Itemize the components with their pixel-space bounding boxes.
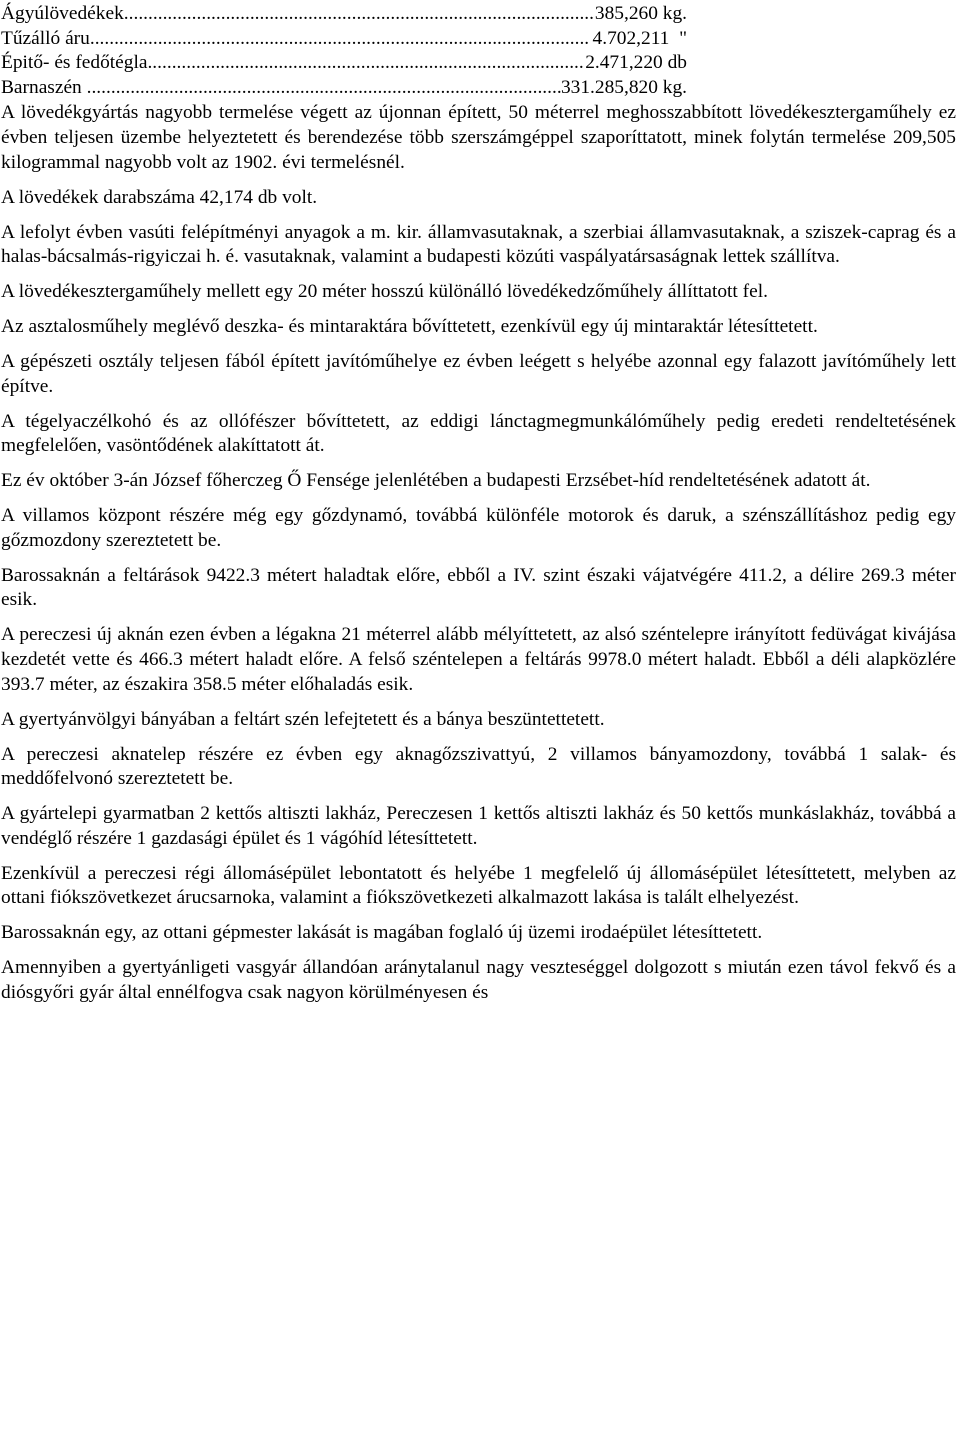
paragraph: Az asztalosműhely meglévő deszka- és mintaraktára bővíttetett, ezenkívül egy új mintaraktár létesíttetett. xyxy=(1,316,818,338)
paragraph: A gépészeti osztály teljesen fából épített javítóműhelye ez évben leégett s helyébe azonnal egy falazott javítóműhely lett építve. xyxy=(1,351,956,397)
paragraph: A lefolyt évben vasúti felépítményi anyagok a m. kir. államvasutaknak, a szerbiai államvasutaknak, a sziszek-caprag és a halas-bácsalmás-rigyiczai h. é. vasutaknak, valamint a budapesti közúti vaspályatársaságnak lettek szállítva. xyxy=(1,221,956,268)
paragraph: A lövedékek darabszáma 42,174 db volt. xyxy=(1,186,318,208)
dot-leader xyxy=(147,51,585,76)
paragraph: A pereczesi új aknán ezen évben a légakna 21 méterrel alább mélyíttetett, az alsó széntelepre irányított fedüvágat kivájása kezdetét vette és 466.3 métert haladt előre. A felső széntelepen a feltárás 9978.0 métert haladt. Ebből a déli alapközlére 393.7 méter, az északira 358.5 méter előhaladás esik. xyxy=(1,624,956,695)
dot-leader xyxy=(124,2,595,27)
inventory-label: Tűzálló áru xyxy=(1,27,90,49)
inventory-label: Barnaszén xyxy=(1,76,87,98)
paragraph: Ezenkívül a pereczesi régi állomásépület lebontatott és helyébe 1 megfelelő új állomásépület létesíttetett, melyben az ottani fiókszövetkezet árucsarnoka, valamint a fiókszövetkezeti alkalmazott lakása is talált elhelyezést. xyxy=(1,862,956,909)
dot-leader xyxy=(90,27,588,52)
paragraph: Barossaknán egy, az ottani gépmester lakását is magában foglaló új üzemi irodaépület létesíttetett. xyxy=(1,922,763,944)
inventory-label: Ágyúlövedékek xyxy=(1,3,124,24)
paragraph: Amennyiben a gyertyánligeti vasgyár állandóan aránytalanul nagy veszteséggel dolgozott s miután ezen távol fekvő és a diósgyőri gyár által ennélfogva csak nagyon körülményesen és xyxy=(1,957,956,1003)
paragraph: A lövedékesztergaműhely mellett egy 20 méter hosszú különálló lövedékedzőműhely állíttatott fel. xyxy=(1,281,768,303)
inventory-row xyxy=(1,2,687,27)
inventory-row xyxy=(1,76,687,101)
inventory-row xyxy=(1,27,687,52)
paragraph: Barossaknán a feltárások 9422.3 métert haladtak előre, ebből a IV. szint északi vájatvégére 411.2, a délire 269.3 méter esik. xyxy=(1,564,956,611)
paragraph: A gyertyánvölgyi bányában a feltárt szén lefejtetett és a bánya beszüntettetett. xyxy=(1,708,605,730)
inventory-label: Épitő- és fedőtégla xyxy=(1,52,148,74)
paragraph: A gyártelepi gyarmatban 2 kettős altiszti lakház, Pereczesen 1 kettős altiszti lakház és 50 kettős munkáslakház, továbbá a vendéglő részére 1 gazdasági épület és 1 vágóhíd létesíttetett. xyxy=(1,803,956,849)
paragraph: A pereczesi aknatelep részére ez évben egy aknagőzszivattyú, 2 villamos bányamozdony, továbbá 1 salak- és meddőfelvonó szereztetett be. xyxy=(1,743,956,790)
dot-leader xyxy=(87,76,561,101)
inventory-value: 331.285,820 kg. xyxy=(560,76,687,98)
inventory-value: 2.471,220 db xyxy=(585,52,687,74)
inventory-value: 4.702,211 " xyxy=(587,27,687,49)
inventory-row xyxy=(1,51,687,76)
report-body xyxy=(1,101,956,1005)
paragraph: Ez év október 3-án József főherczeg Ő Fensége jelenlétében a budapesti Erzsébet-híd rendeltetésének adatott át. xyxy=(1,470,871,492)
inventory-value: 385,260 kg. xyxy=(594,3,687,24)
paragraph: A tégelyaczélkohó és az ollófészer bővíttetett, az eddigi lánctagmegmunkálóműhely pedig eredeti rendeltetésének megfelelően, vasöntődének alakíttatott át. xyxy=(1,410,956,457)
paragraph: A lövedékgyártás nagyobb termelése végett az újonnan épített, 50 méterrel meghosszabbított lövedékesztergaműhely ez évben teljesen üzembe helyeztetett és berendezése több szerszámgéppel szaporíttatott, minek folytán termelése 209,505 kilogrammal nagyobb volt az 1902. évi termelésnél. xyxy=(1,102,956,173)
production-inventory-list xyxy=(1,2,956,100)
paragraph: A villamos központ részére még egy gőzdynamó, továbbá különféle motorok és daruk, a szénszállításhoz pedig egy gőzmozdony szereztetett be. xyxy=(1,505,956,551)
